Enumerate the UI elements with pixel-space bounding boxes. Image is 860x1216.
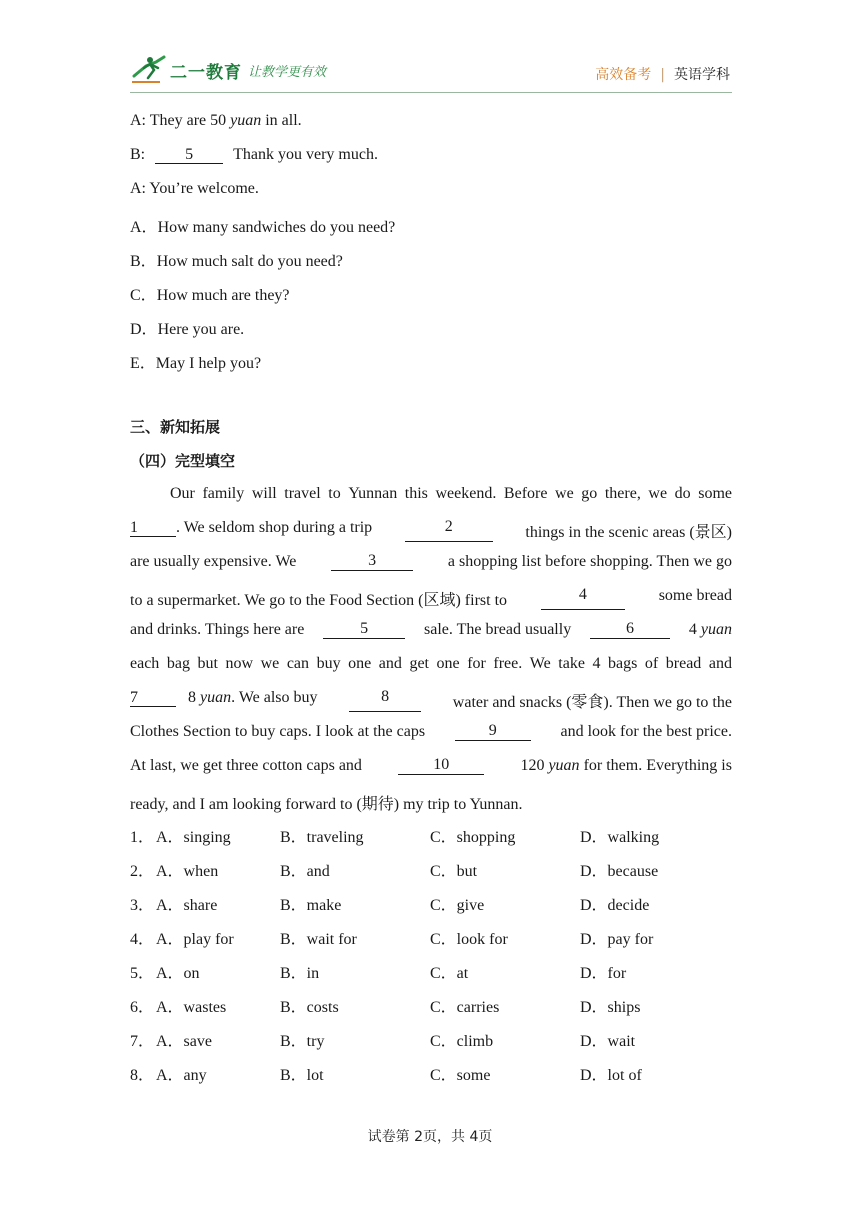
choice-b[interactable]: B．traveling [280,829,364,846]
choice-c[interactable]: C．carries [430,999,500,1016]
answer-blank-5[interactable]: 5 [323,621,405,639]
option-letter: B． [130,253,157,270]
choice-a[interactable]: A．wastes [156,999,227,1016]
choice-a[interactable]: A．singing [156,829,231,846]
question-number: 3． [130,897,155,914]
passage-line-8 [130,723,732,741]
passage-text: are usually expensive. We [130,553,297,570]
word: there, [604,485,641,502]
dialogue-line [130,146,378,164]
dialogue-italic: yuan [230,112,262,129]
answer-blank-1[interactable]: 1 [130,520,176,537]
dialogue-option [130,214,395,237]
passage-text: Clothes Section to buy caps. I look at the caps [130,723,426,740]
choice-c[interactable]: C．some [430,1067,491,1084]
dialogue-option [130,282,290,305]
choice-c[interactable]: C．shopping [430,829,516,846]
word: to [328,485,341,502]
word: buy [316,655,341,672]
passage-line-6 [130,655,732,673]
choice-a[interactable]: A．share [156,897,218,914]
dialogue-text: Thank you very much. [233,146,378,163]
answer-blank[interactable]: 5 [155,147,223,164]
word: free. [493,655,523,672]
choice-c[interactable]: C．look for [430,931,508,948]
choice-b[interactable]: B．and [280,863,330,880]
passage-text: and look for the best price. [560,723,732,740]
dialogue-option [130,350,261,373]
word: for [467,655,486,672]
word: bag [166,655,190,672]
passage-text: sale. The bread usually [423,621,572,638]
answer-blank-7[interactable]: 7 [130,690,176,707]
option-letter: A． [130,219,158,236]
question-number: 5． [130,965,155,982]
choice-d[interactable]: D．for [580,965,627,982]
dialogue-text: You’re welcome. [149,180,259,197]
choice-c[interactable]: C．but [430,863,478,880]
passage-text: 4 [688,621,697,638]
passage-line-7 [130,689,732,712]
passage-text: things in the scenic areas (景区) [525,524,732,541]
subsection-title: （四）完型填空 [130,452,236,470]
word: and [378,655,402,672]
speaker-label: B: [130,146,146,163]
brand-slogan: 让教学更有效 [248,64,327,80]
passage-line-5 [130,621,732,639]
passage-text: 8 [188,689,196,706]
runner-logo-icon [130,54,168,86]
dialogue-option [130,316,244,339]
choice-a[interactable]: A．play for [156,931,234,948]
word: we [648,485,668,502]
passage-text: water and snacks (零食). Then we go to the [452,694,732,711]
passage-text: . We seldom shop during a trip [176,519,373,536]
word: will [251,485,277,502]
passage-text: a shopping list before shopping. Then we go [447,553,732,570]
answer-blank-4[interactable]: 4 [541,587,625,610]
word: bread [665,655,702,672]
header-separator: | [660,67,665,83]
passage-italic: yuan [700,621,732,638]
passage-text: 120 [520,757,545,774]
word: Before [503,485,548,502]
option-letter: D． [130,321,158,338]
choice-b[interactable]: B．in [280,965,320,982]
word: of [644,655,659,672]
question-number: 6． [130,999,155,1016]
option-text: Here you are. [157,321,245,338]
option-letter: C． [130,287,157,304]
option-text: How much are they? [156,287,290,304]
word: each [130,655,160,672]
passage-text: At last, we get three cotton caps and [130,757,362,774]
header-subject-label: 英语学科 [674,67,730,83]
option-text: How much salt do you need? [156,253,343,270]
word: can [286,655,310,672]
passage-text: . We also buy [231,689,318,706]
question-number: 2． [130,863,155,880]
dialogue-text: They are 50 [149,112,231,129]
choice-d[interactable]: D．because [580,863,659,880]
dialogue-option [130,248,343,271]
word: one [436,655,460,672]
word: and [708,655,732,672]
brand-logo [130,54,326,86]
answer-blank-9[interactable]: 9 [455,723,531,741]
header-subject [595,64,730,84]
word: Our [170,485,195,502]
header-tag: 高效备考 [595,67,652,83]
answer-blank-6[interactable]: 6 [590,621,670,639]
choice-b[interactable]: B．make [280,897,342,914]
word: bags [608,655,638,672]
option-letter: E． [130,355,156,372]
passage-line-9 [130,757,732,775]
page-header [130,54,730,90]
section-title: 三、新知拓展 [130,418,221,436]
choice-c[interactable]: C．at [430,965,469,982]
word: 4 [592,655,601,672]
word: Yunnan [348,485,398,502]
header-divider [130,92,732,93]
choice-a[interactable]: A．save [156,1033,212,1050]
choice-d[interactable]: D．ships [580,999,641,1016]
dialogue-line [130,112,302,130]
choice-b[interactable]: B．costs [280,999,339,1016]
choice-d[interactable]: D．walking [580,829,660,846]
choice-c[interactable]: C．climb [430,1033,494,1050]
choice-a[interactable]: A．when [156,863,219,880]
passage-italic: yuan [548,757,580,774]
choice-d[interactable]: D．pay for [580,931,654,948]
choice-d[interactable]: D．wait [580,1033,636,1050]
passage-line-4 [130,587,732,610]
choice-b[interactable]: B．lot [280,1067,324,1084]
answer-blank-10[interactable]: 10 [398,757,484,775]
choice-b[interactable]: B．wait for [280,931,357,948]
brand-name: 二一教育 [170,62,242,83]
choice-c[interactable]: C．give [430,897,485,914]
answer-blank-8[interactable]: 8 [349,689,421,712]
word: go [581,485,598,502]
passage-text: and drinks. Things here are [130,621,305,638]
passage-line-10: ready, and I am looking forward to (期待) my trip to Yunnan. [130,796,523,813]
speaker-label: A: [130,112,146,129]
word: this [404,485,428,502]
question-number: 1． [130,829,155,846]
question-number: 7． [130,1033,155,1050]
choice-a[interactable]: A．on [156,965,200,982]
passage-italic: yuan [200,689,232,706]
dialogue-line [130,180,259,198]
passage-text: some bread [658,587,732,604]
word: get [409,655,429,672]
word: We [529,655,551,672]
word: we [555,485,574,502]
passage-text: for them. Everything is [583,757,732,774]
question-number: 4． [130,931,155,948]
speaker-label: A: [130,180,146,197]
option-text: May I help you? [155,355,262,372]
answer-blank-3[interactable]: 3 [331,553,413,571]
word: now [225,655,254,672]
choice-b[interactable]: B．try [280,1033,325,1050]
option-text: How many sandwiches do you need? [157,219,396,236]
word: do [674,485,691,502]
passage-line-2 [130,519,732,542]
passage-line-3 [130,553,732,571]
choice-d[interactable]: D．decide [580,897,650,914]
answer-blank-2[interactable]: 2 [405,519,493,542]
choice-d[interactable]: D．lot of [580,1067,642,1084]
word: travel [284,485,321,502]
passage-text: to a supermarket. We go to the Food Section (区域) first to [130,592,508,609]
word: weekend. [435,485,497,502]
dialogue-text: in all. [261,112,302,129]
choice-a[interactable]: A．any [156,1067,207,1084]
word: take [558,655,585,672]
word: one [348,655,372,672]
word: we [260,655,280,672]
word: family [202,485,245,502]
word: but [197,655,218,672]
question-number: 8． [130,1067,155,1084]
page-footer: 试卷第 2页，共 4页 [367,1129,493,1145]
passage-line-1 [170,485,732,503]
word: some [698,485,732,502]
